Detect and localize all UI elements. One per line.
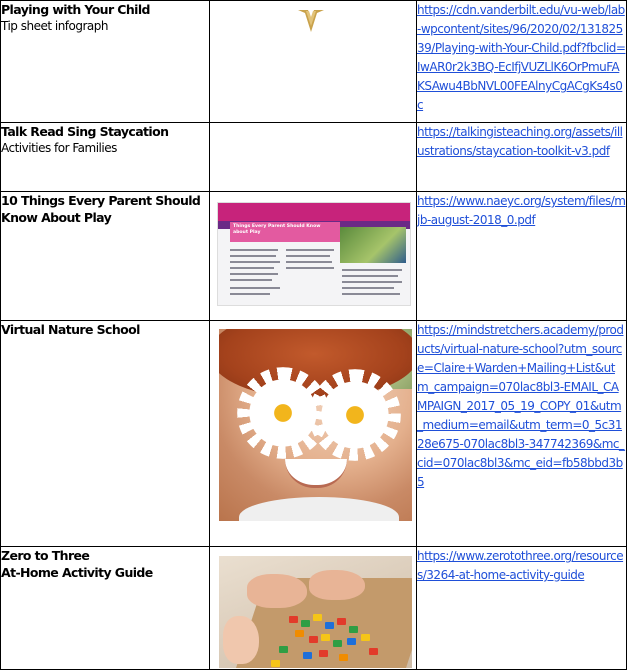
resource-link[interactable]: https://cdn.vanderbilt.edu/vu-web/lab-wpcontent/sites/96/2020/02/13182539/Playing-with-Your-Child.pdf?fbclid=IwAR0r2k3BQ-EcIfjVUZLlK6OrPmuFAKSAwu4BbNVL00FEAlnyCgACgKs4s0c xyxy=(417,3,626,112)
resource-name-cell xyxy=(1,1,210,123)
resource-title: Playing with Your Child xyxy=(1,2,150,17)
naeyc-document-thumbnail xyxy=(217,202,411,306)
resource-media-cell xyxy=(210,547,417,670)
table-row xyxy=(1,1,627,123)
resource-link-cell xyxy=(417,192,627,321)
resource-media-cell xyxy=(210,123,417,192)
resource-name-cell xyxy=(1,547,210,670)
vanderbilt-logo-icon xyxy=(297,9,325,33)
resource-link-cell xyxy=(417,547,627,670)
resource-link[interactable]: https://mindstretchers.academy/products/virtual-nature-school?utm_source=Claire+Warden+Mailing+List&utm_campaign=070lac8bl3-EMAIL_CAMPAIGN_2017_05_19_COPY_01&utm_medium=email&utm_term=0_5c3128e675-070lac8bl3-347742369&mc_cid=070lac8bl3&mc_eid=fb58bbd3b5 xyxy=(417,323,625,489)
girl-with-daisies-photo xyxy=(219,329,412,521)
table-row xyxy=(1,192,627,321)
resource-title: Zero to Three xyxy=(1,548,90,563)
resource-title: 10 Things Every Parent Should Know About Play xyxy=(1,193,201,225)
resource-link-cell xyxy=(417,123,627,192)
table-row xyxy=(1,123,627,192)
resource-title: Talk Read Sing Staycation xyxy=(1,124,169,139)
resource-subtitle: Activities for Families xyxy=(1,141,117,155)
resource-link[interactable]: https://www.zerotothree.org/resources/3264-at-home-activity-guide xyxy=(417,549,624,582)
resource-link-cell xyxy=(417,1,627,123)
resource-link[interactable]: https://talkingisteaching.org/assets/illustrations/staycation-toolkit-v3.pdf xyxy=(417,125,623,158)
resource-media-cell xyxy=(210,192,417,321)
resource-link-cell xyxy=(417,321,627,547)
resource-name-cell xyxy=(1,123,210,192)
resource-media-cell xyxy=(210,1,417,123)
resource-subtitle: Tip sheet infograph xyxy=(1,19,109,33)
table-row xyxy=(1,547,627,670)
resource-media-cell xyxy=(210,321,417,547)
hands-with-blocks-photo xyxy=(219,556,412,668)
doc-heading: Things Every Parent Should Know about Play xyxy=(230,222,340,242)
resource-name-cell xyxy=(1,192,210,321)
resource-link[interactable]: https://www.naeyc.org/system/files/mjb-august-2018_0.pdf xyxy=(417,194,626,227)
resource-subtitle: At-Home Activity Guide xyxy=(1,565,153,580)
resource-name-cell xyxy=(1,321,210,547)
resource-title: Virtual Nature School xyxy=(1,322,140,337)
table-row xyxy=(1,321,627,547)
